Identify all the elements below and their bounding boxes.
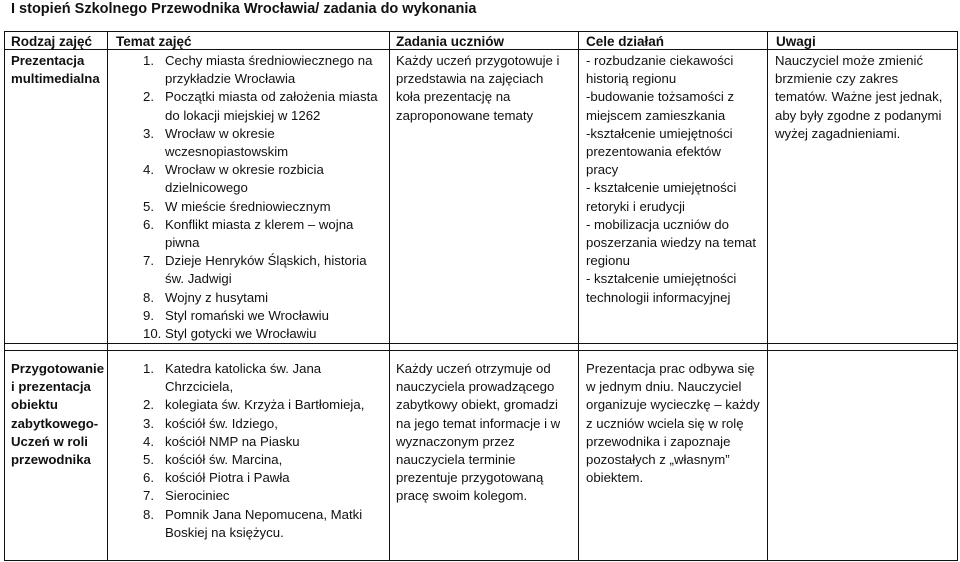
cell-text-line: nauczyciela terminie — [396, 452, 516, 468]
cell-text-line: technologii informacyjnej — [586, 289, 731, 305]
list-item-number: 3. — [143, 125, 154, 141]
row1-goals-cell — [586, 52, 767, 307]
cell-text-line: przewodnika i zapoznaje — [586, 433, 731, 449]
row1-notes-cell — [775, 52, 957, 143]
cell-text-line: Nauczyciel może zmienić — [775, 53, 924, 68]
cell-text-line: poszerzania wiedzy na temat — [586, 235, 757, 251]
cell-text-line: Prezentacja prac odbywa się — [586, 361, 755, 376]
list-item-number: 3. — [143, 415, 154, 431]
header-cell-tasks: Zadania uczniów — [396, 34, 505, 49]
cell-text-line: organizuje wycieczkę – każdy — [586, 397, 760, 413]
cell-text-line: Każdy uczeń przygotowuje i — [396, 53, 560, 68]
cell-text-line: regionu — [586, 253, 630, 269]
list-item — [143, 469, 389, 487]
row1-tasks-cell — [396, 52, 578, 125]
cell-text-line: wyżej zagadnieniami. — [775, 125, 901, 141]
list-item-text: do lokacji miejskiej w 1262 — [165, 107, 321, 123]
list-item-text: wczesnopiastowskim — [165, 144, 289, 160]
list-item-number: 6. — [143, 216, 154, 232]
cell-text-line: aby były zgodne z podanymi — [775, 107, 942, 123]
list-item — [143, 307, 389, 325]
list-item — [143, 88, 389, 124]
page-title: I stopień Szkolnego Przewodnika Wrocławia/ zadania do wykonania — [11, 1, 477, 17]
list-item-text: św. Jadwigi — [165, 271, 232, 287]
cell-text-line: i prezentacja — [11, 379, 91, 395]
list-item-number: 7. — [143, 253, 154, 269]
list-item — [143, 360, 389, 396]
table-border-bottom — [4, 560, 958, 561]
cell-text-line: przewodnika — [11, 452, 91, 468]
list-item-text: Styl gotycki we Wrocławiu — [165, 326, 317, 342]
list-item-text: kościół św. Idziego, — [165, 415, 278, 431]
table-border-left — [4, 31, 5, 561]
list-item-number: 2. — [143, 89, 154, 105]
list-item-text: dzielnicowego — [165, 180, 248, 196]
list-item — [143, 52, 389, 88]
list-item — [143, 289, 389, 307]
cell-text-line: pracę swoim kolegom. — [396, 488, 528, 504]
cell-text-line: prezentuje przygotowaną — [396, 470, 544, 486]
list-item-text: przykładzie Wrocławia — [165, 71, 296, 87]
list-item-number: 5. — [143, 452, 154, 468]
list-item-text: Pomnik Jana Nepomucena, Matki — [165, 506, 363, 522]
cell-text-line: - rozbudzanie ciekawości — [586, 53, 734, 68]
cell-text-line: koła prezentację na — [396, 89, 511, 105]
column-divider — [578, 31, 579, 561]
cell-text-line: zabytkowy obiekt, gromadzi — [396, 397, 558, 413]
cell-text-line: obiektem. — [586, 470, 644, 486]
list-item — [143, 216, 389, 252]
cell-text-line: pozostałych z „własnym” — [586, 452, 730, 468]
list-item-number: 1. — [143, 361, 154, 376]
table-border-right — [957, 31, 958, 561]
cell-text-line: - kształcenie umiejętności — [586, 271, 737, 287]
list-item-text: Konflikt miasta z klerem – wojna — [165, 216, 354, 232]
cell-text-line: - mobilizacja uczniów do — [586, 216, 729, 232]
cell-text-line: historią regionu — [586, 71, 677, 87]
cell-text-line: -kształcenie umiejętności — [586, 125, 733, 141]
row2-type-cell — [11, 360, 107, 469]
column-divider — [767, 31, 768, 561]
header-cell-goals: Cele działań — [586, 34, 665, 49]
list-item — [143, 161, 389, 197]
list-item-number: 6. — [143, 470, 154, 486]
row2-topics-list — [143, 360, 389, 542]
list-item-text: Sierociniec — [165, 488, 230, 504]
cell-text-line: - kształcenie umiejętności — [586, 180, 737, 196]
cell-text-line: retoryki i erudycji — [586, 198, 685, 214]
cell-text-line: Prezentacja — [11, 53, 85, 68]
list-item — [143, 415, 389, 433]
column-divider — [389, 31, 390, 561]
cell-text-line: Każdy uczeń otrzymuje od — [396, 361, 551, 376]
list-item-text: Dzieje Henryków Śląskich, historia — [165, 253, 367, 269]
cell-text-line: na jego temat informacje i w — [396, 415, 561, 431]
list-item — [143, 433, 389, 451]
row-divider — [4, 350, 958, 351]
cell-text-line: wyznaczonym przez — [396, 433, 515, 449]
cell-text-line: miejscem zamieszkania — [586, 107, 726, 123]
list-item-text: Styl romański we Wrocławiu — [165, 307, 329, 323]
list-item-text: piwna — [165, 235, 200, 251]
list-item-text: Wrocław w okresie rozbicia — [165, 162, 324, 178]
row2-tasks-cell — [396, 360, 578, 506]
list-item-number: 2. — [143, 397, 154, 413]
list-item — [143, 325, 389, 343]
cell-text-line: w jednym dniu. Nauczyciel — [586, 379, 742, 395]
list-item-text: kościół NMP na Piasku — [165, 433, 300, 449]
cell-text-line: brzmienie czy zakres — [775, 71, 899, 87]
cell-text-line: z uczniów wciela się w rolę — [586, 415, 744, 431]
list-item-text: Boskiej na księżycu. — [165, 524, 284, 540]
list-item — [143, 198, 389, 216]
cell-text-line: obiektu — [11, 397, 58, 413]
cell-text-line: tematów. Ważne jest jednak, — [775, 89, 943, 105]
list-item-text: Wrocław w okresie — [165, 125, 275, 141]
cell-text-line: prezentowania efektów — [586, 144, 721, 160]
cell-text-line: pracy — [586, 162, 619, 178]
list-item-text: Cechy miasta średniowiecznego na — [165, 53, 373, 68]
list-item-number: 9. — [143, 307, 154, 323]
list-item — [143, 125, 389, 161]
list-item-number: 1. — [143, 53, 154, 68]
table-border-top — [4, 31, 958, 32]
list-item-text: kościół Piotra i Pawła — [165, 470, 290, 486]
list-item-number: 4. — [143, 433, 154, 449]
row1-type-cell — [11, 52, 107, 88]
cell-text-line: nauczyciela prowadzącego — [396, 379, 555, 395]
list-item-text: W mieście średniowiecznym — [165, 198, 331, 214]
list-item-text: Wojny z husytami — [165, 289, 269, 305]
list-item-text: Katedra katolicka św. Jana — [165, 361, 322, 376]
column-divider — [107, 31, 108, 561]
row2-goals-cell — [586, 360, 767, 487]
cell-text-line: zabytkowego- — [11, 415, 99, 431]
header-cell-notes: Uwagi — [776, 34, 816, 49]
list-item-text: kolegiata św. Krzyża i Bartłomieja, — [165, 397, 365, 413]
list-item — [143, 451, 389, 469]
row1-topics-list — [143, 52, 389, 343]
list-item-number: 8. — [143, 289, 154, 305]
list-item — [143, 506, 389, 542]
cell-text-line: zaproponowane tematy — [396, 107, 534, 123]
cell-text-line: przedstawia na zajęciach — [396, 71, 544, 87]
cell-text-line: -budowanie tożsamości z — [586, 89, 735, 105]
list-item-text: Chrzciciela, — [165, 379, 234, 395]
list-item-text: Początki miasta od założenia miasta — [165, 89, 378, 105]
list-item-number: 7. — [143, 488, 154, 504]
list-item-number: 4. — [143, 162, 154, 178]
list-item-text: kościół św. Marcina, — [165, 452, 283, 468]
list-item — [143, 396, 389, 414]
list-item-number: 8. — [143, 506, 154, 522]
cell-text-line: Uczeń w roli — [11, 433, 88, 449]
list-item — [143, 252, 389, 288]
header-cell-topic: Temat zajęć — [116, 34, 192, 49]
header-cell-type: Rodzaj zajęć — [11, 34, 93, 49]
cell-text-line: Przygotowanie — [11, 361, 105, 376]
cell-text-line: multimedialna — [11, 71, 100, 87]
list-item-number: 5. — [143, 198, 154, 214]
list-item — [143, 487, 389, 505]
list-item-number: 10. — [143, 326, 162, 342]
